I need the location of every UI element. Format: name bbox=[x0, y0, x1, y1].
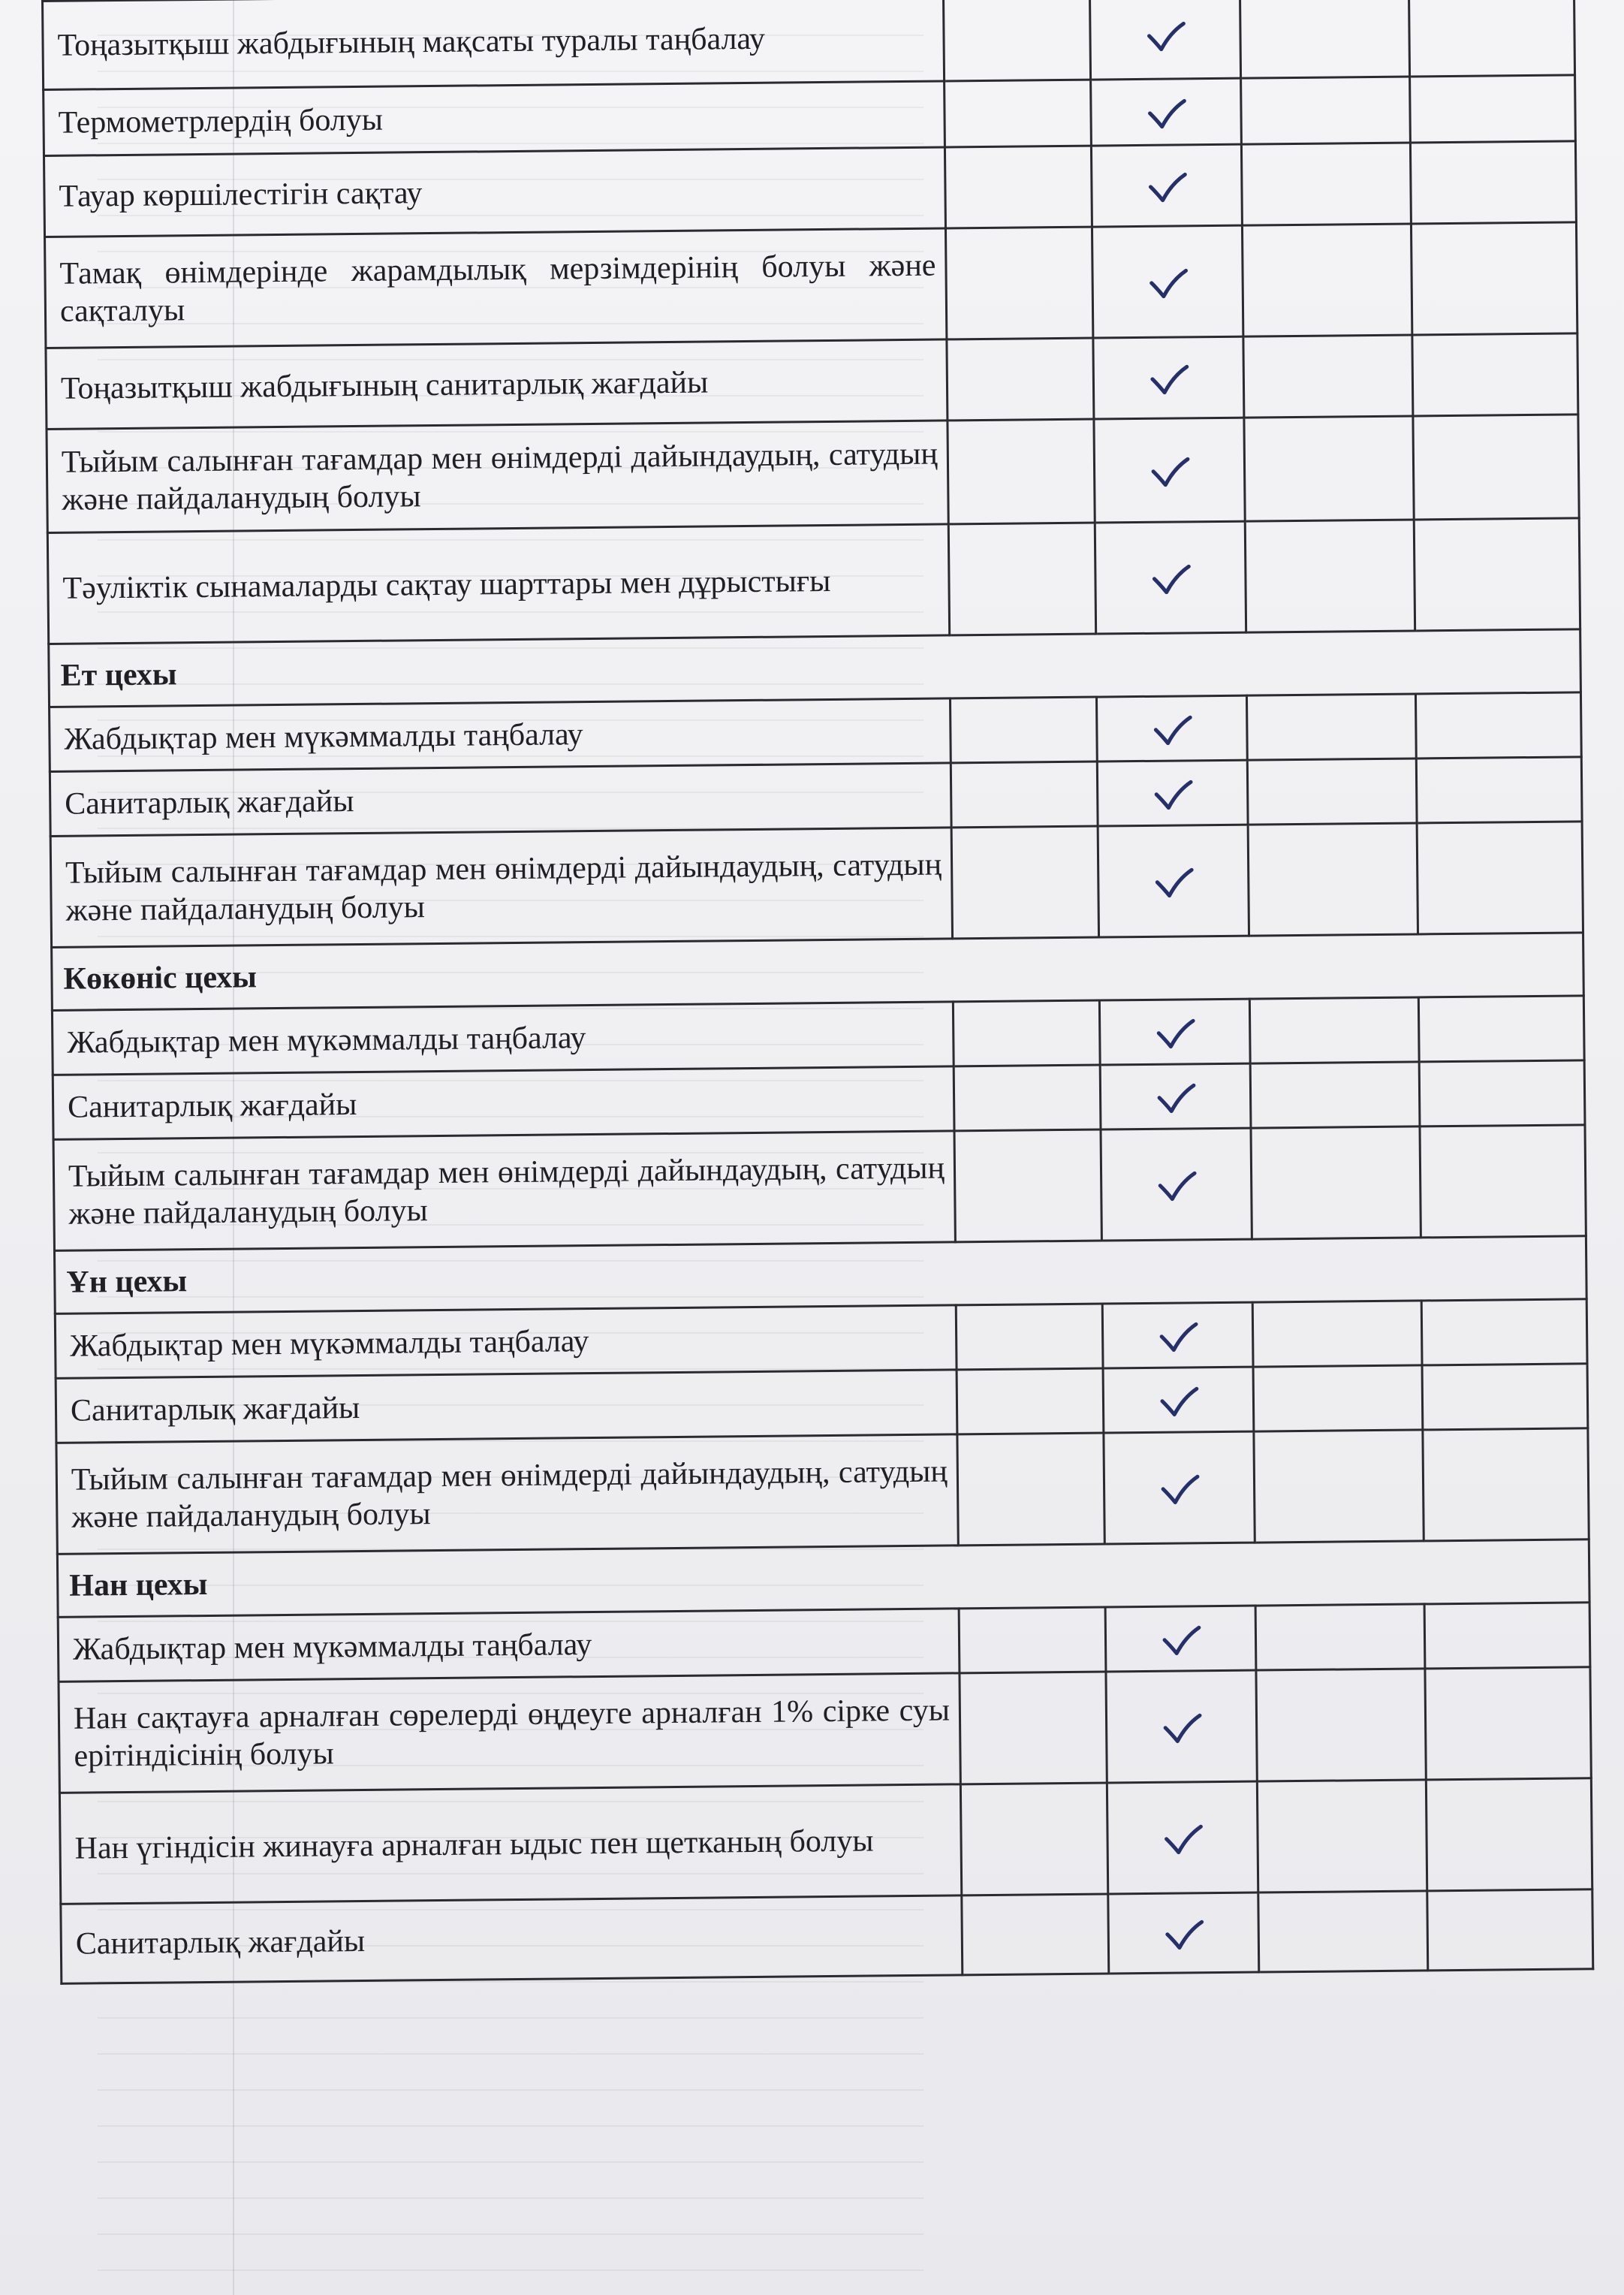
compliance-cell bbox=[1095, 521, 1246, 634]
criterion-label: Тыйым салынған тағамдар мен өнімдерді дайындаудың, сатудың және пайдаланудың болуы bbox=[47, 421, 948, 533]
compliance-cell bbox=[1105, 1606, 1256, 1672]
checkmark-icon bbox=[1160, 1712, 1202, 1746]
checkmark-icon bbox=[1148, 456, 1190, 490]
criterion-label: Тыйым салынған тағамдар мен өнімдерді дайындаудың, сатудың және пайдаланудың болуы bbox=[53, 1131, 955, 1251]
empty-cell bbox=[1416, 757, 1582, 823]
empty-cell bbox=[1256, 1669, 1426, 1781]
empty-cell bbox=[1249, 997, 1419, 1063]
empty-cell bbox=[1241, 143, 1411, 225]
empty-cell bbox=[1413, 415, 1579, 520]
section-title: Нан цехы bbox=[57, 1540, 1589, 1618]
empty-cell bbox=[1409, 0, 1574, 77]
empty-cell bbox=[1422, 1364, 1588, 1430]
empty-cell bbox=[1248, 823, 1418, 936]
checklist-table bbox=[41, 0, 1594, 1985]
checkmark-icon bbox=[1157, 1386, 1199, 1419]
empty-cell bbox=[959, 1607, 1106, 1673]
empty-cell bbox=[960, 1672, 1107, 1784]
checklist-row bbox=[61, 1889, 1593, 1984]
criterion-label: Тамақ өнімдерінде жарамдылық мерзімдерінің болуы және сақталуы bbox=[45, 228, 947, 348]
empty-cell bbox=[954, 1065, 1101, 1131]
empty-cell bbox=[1410, 75, 1576, 143]
empty-cell bbox=[1427, 1889, 1593, 1971]
section-title: Көкөніс цехы bbox=[52, 933, 1584, 1011]
empty-cell bbox=[957, 1368, 1104, 1434]
empty-cell bbox=[954, 1129, 1101, 1242]
empty-cell bbox=[960, 1783, 1107, 1895]
empty-cell bbox=[1420, 1125, 1586, 1238]
empty-cell bbox=[1252, 1301, 1422, 1367]
empty-cell bbox=[1425, 1667, 1591, 1780]
criterion-label: Тәуліктік сынамаларды сақтау шарттары мен дұрыстығы bbox=[47, 524, 949, 644]
criterion-label: Жабдықтар мен мүкәммалды таңбалау bbox=[50, 698, 951, 772]
empty-cell bbox=[1240, 0, 1409, 78]
checklist-row bbox=[44, 141, 1576, 237]
empty-cell bbox=[1417, 822, 1583, 934]
checkmark-icon bbox=[1151, 714, 1193, 748]
compliance-cell bbox=[1106, 1670, 1257, 1783]
section-title: Ұн цехы bbox=[54, 1236, 1586, 1314]
checkmark-icon bbox=[1156, 1321, 1198, 1355]
checklist-body bbox=[43, 0, 1593, 1983]
criterion-label: Жабдықтар мен мүкәммалды таңбалау bbox=[58, 1609, 960, 1682]
checkmark-icon bbox=[1154, 1082, 1196, 1116]
empty-cell bbox=[1419, 1060, 1585, 1126]
compliance-cell bbox=[1100, 1063, 1251, 1129]
empty-cell bbox=[1426, 1778, 1592, 1891]
empty-cell bbox=[1244, 416, 1414, 521]
empty-cell bbox=[945, 146, 1092, 228]
compliance-cell bbox=[1099, 999, 1250, 1065]
empty-cell bbox=[1257, 1780, 1427, 1892]
criterion-label: Санитарлық жағдайы bbox=[61, 1895, 963, 1984]
empty-cell bbox=[945, 80, 1092, 147]
criterion-label: Термометрлердің болуы bbox=[44, 81, 945, 156]
compliance-cell bbox=[1104, 1431, 1255, 1544]
empty-cell bbox=[945, 227, 1092, 339]
checklist-row bbox=[43, 0, 1575, 89]
criterion-label: Санитарлық жағдайы bbox=[50, 763, 951, 837]
compliance-cell bbox=[1094, 418, 1245, 523]
compliance-cell bbox=[1101, 1128, 1252, 1241]
compliance-cell bbox=[1108, 1892, 1259, 1974]
empty-cell bbox=[1254, 1430, 1424, 1543]
checkmark-icon bbox=[1144, 20, 1186, 54]
checkmark-icon bbox=[1162, 1823, 1204, 1857]
empty-cell bbox=[957, 1433, 1104, 1546]
checklist-row bbox=[59, 1778, 1592, 1904]
empty-cell bbox=[1415, 692, 1581, 758]
section-title: Ет цехы bbox=[49, 629, 1581, 707]
compliance-cell bbox=[1096, 695, 1247, 761]
checkmark-icon bbox=[1159, 1624, 1201, 1658]
empty-cell bbox=[1245, 520, 1415, 632]
empty-cell bbox=[962, 1894, 1109, 1975]
empty-cell bbox=[1251, 1126, 1421, 1239]
empty-cell bbox=[1242, 224, 1412, 336]
empty-cell bbox=[1412, 333, 1578, 416]
criterion-label: Санитарлық жағдайы bbox=[53, 1066, 954, 1140]
checkmark-icon bbox=[1152, 779, 1194, 813]
criterion-label: Тоңазытқыш жабдығының мақсаты туралы таңбалау bbox=[43, 0, 945, 89]
empty-cell bbox=[1411, 222, 1577, 335]
empty-cell bbox=[1246, 694, 1416, 760]
empty-cell bbox=[1250, 1062, 1420, 1128]
compliance-cell bbox=[1093, 336, 1244, 419]
empty-cell bbox=[1414, 518, 1580, 631]
empty-cell bbox=[1424, 1603, 1590, 1669]
checklist-row bbox=[53, 1125, 1586, 1251]
checkmark-icon bbox=[1147, 363, 1189, 397]
compliance-cell bbox=[1091, 78, 1242, 146]
compliance-cell bbox=[1098, 825, 1249, 937]
checkmark-icon bbox=[1152, 867, 1195, 900]
empty-cell bbox=[1421, 1299, 1587, 1365]
compliance-cell bbox=[1102, 1302, 1253, 1368]
checklist-row bbox=[59, 1667, 1591, 1793]
checklist-row bbox=[47, 518, 1580, 644]
checkmark-icon bbox=[1162, 1919, 1204, 1953]
checklist-row bbox=[56, 1428, 1589, 1555]
empty-cell bbox=[1247, 758, 1417, 825]
checklist-row bbox=[46, 333, 1578, 430]
checklist-row bbox=[47, 415, 1579, 533]
empty-cell bbox=[1418, 996, 1584, 1062]
compliance-cell bbox=[1089, 0, 1240, 80]
empty-cell bbox=[1241, 77, 1411, 144]
criterion-label: Нан сақтауға арналған сөрелерді өңдеуге арналған 1% сірке суы ерітіндісінің болуы bbox=[59, 1673, 960, 1793]
compliance-cell bbox=[1097, 760, 1248, 826]
empty-cell bbox=[1243, 335, 1413, 418]
checkmark-icon bbox=[1145, 98, 1187, 131]
checklist-row bbox=[45, 222, 1577, 348]
checkmark-icon bbox=[1149, 563, 1192, 597]
empty-cell bbox=[956, 1304, 1103, 1370]
criterion-label: Тоңазытқыш жабдығының санитарлық жағдайы bbox=[46, 339, 948, 430]
empty-cell bbox=[1255, 1604, 1425, 1670]
empty-cell bbox=[1410, 141, 1576, 224]
criterion-label: Тыйым салынған тағамдар мен өнімдерді дайындаудың, сатудың және пайдаланудың болуы bbox=[56, 1434, 958, 1555]
criterion-label: Жабдықтар мен мүкәммалды таңбалау bbox=[55, 1305, 957, 1379]
criterion-label: Тыйым салынған тағамдар мен өнімдерді дайындаудың, сатудың және пайдаланудың болуы bbox=[50, 828, 952, 948]
empty-cell bbox=[1423, 1428, 1589, 1541]
empty-cell bbox=[1253, 1365, 1423, 1431]
empty-cell bbox=[947, 338, 1094, 421]
empty-cell bbox=[948, 419, 1095, 524]
criterion-label: Жабдықтар мен мүкәммалды таңбалау bbox=[52, 1002, 954, 1075]
checkmark-icon bbox=[1146, 267, 1189, 301]
criterion-label: Нан үгіндісін жинауға арналған ыдыс пен щетканың болуы bbox=[59, 1784, 961, 1904]
empty-cell bbox=[943, 0, 1090, 81]
checkmark-icon bbox=[1146, 171, 1188, 205]
compliance-cell bbox=[1092, 225, 1243, 338]
compliance-cell bbox=[1091, 144, 1242, 227]
checkmark-icon bbox=[1155, 1170, 1198, 1204]
criterion-label: Тауар көршілестігін сақтау bbox=[44, 147, 945, 237]
compliance-cell bbox=[1103, 1367, 1254, 1433]
empty-cell bbox=[951, 761, 1098, 828]
checkmark-icon bbox=[1158, 1473, 1200, 1507]
compliance-cell bbox=[1107, 1781, 1258, 1894]
empty-cell bbox=[953, 1000, 1100, 1066]
empty-cell bbox=[1258, 1891, 1428, 1972]
empty-cell bbox=[951, 826, 1098, 939]
empty-cell bbox=[950, 697, 1097, 763]
checklist-row bbox=[50, 822, 1583, 948]
empty-cell bbox=[948, 523, 1095, 635]
checkmark-icon bbox=[1154, 1018, 1196, 1051]
criterion-label: Санитарлық жағдайы bbox=[56, 1370, 957, 1443]
